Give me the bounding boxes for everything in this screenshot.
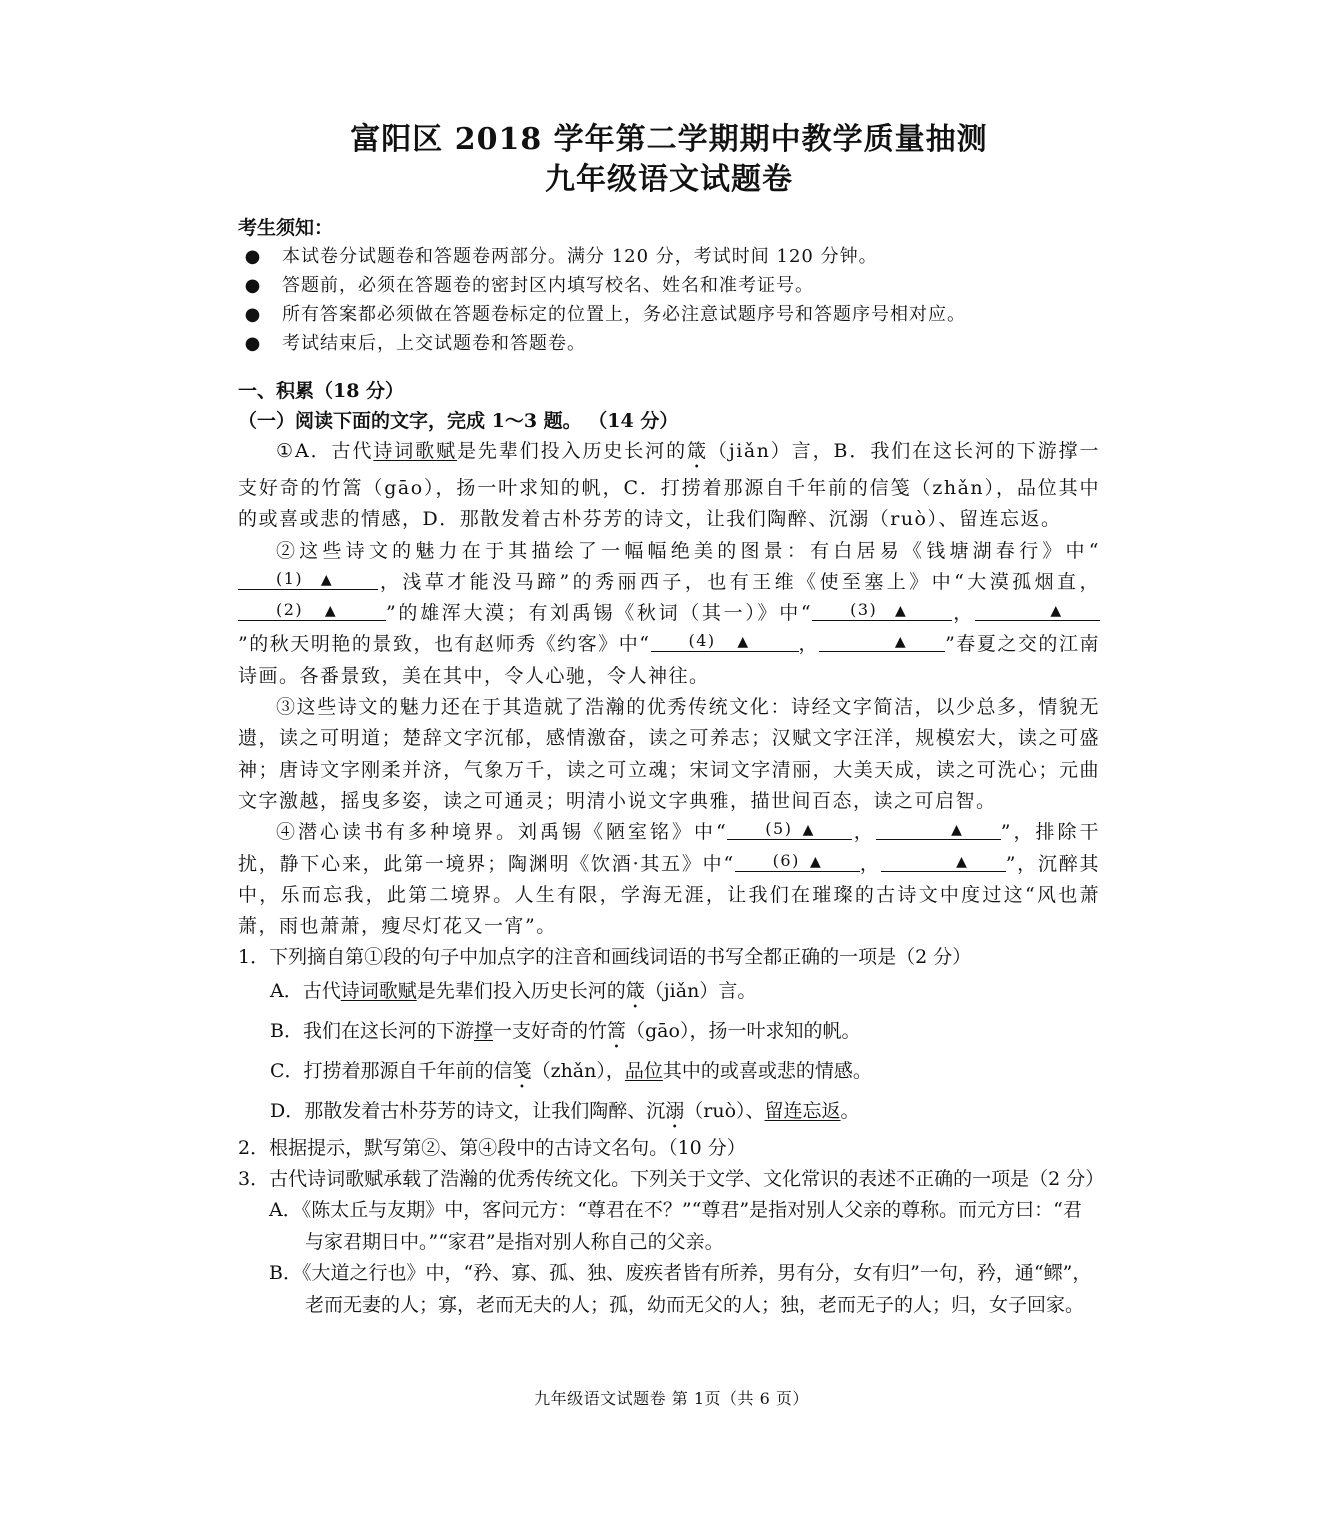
triangle-marker: ▲ <box>802 822 815 839</box>
text: ， <box>798 633 820 656</box>
underlined-term: 留连忘返 <box>764 1100 841 1123</box>
answer-blank[interactable] <box>812 600 952 621</box>
question-1-option-a[interactable] <box>238 973 1100 1013</box>
notice-heading: 考生须知： <box>238 217 334 239</box>
question-1-option-d[interactable] <box>238 1093 1100 1133</box>
text: 是先辈们投入历史长河的 <box>456 440 688 462</box>
answer-blank[interactable] <box>727 819 852 840</box>
blank-number: (1) <box>276 568 304 588</box>
text: ②这些诗文的魅力在于其描绘了一幅幅绝美的图景：有白居易《钱塘湖春行》中“ <box>276 539 1100 562</box>
question-1-stem: 1．下列摘自第①段的句子中加点字的注音和画线词语的书写全都正确的一项是（2 分） <box>238 946 972 969</box>
triangle-marker: ▲ <box>894 634 908 651</box>
text: ， <box>852 821 876 844</box>
question-2-stem: 2．根据提示，默写第②、第④段中的古诗文名句。（10 分） <box>238 1137 746 1160</box>
notice-list <box>238 242 1100 358</box>
text: ”的秋天明艳的景致，也有赵师秀《约客》中“ <box>238 633 651 656</box>
triangle-marker: ▲ <box>324 603 338 620</box>
text: C．打捞着那源自千年前的信 <box>270 1060 513 1083</box>
question-3-stem: 3．古代诗词歌赋承载了浩瀚的优秀传统文化。下列关于文学、文化常识的表述不正确的一项是（2 分） <box>238 1168 1105 1191</box>
underlined-term: 撑 <box>473 1020 493 1043</box>
text: （zhǎn）， <box>531 1060 625 1083</box>
text: （gāo），扬一叶求知的帆。 <box>626 1020 861 1043</box>
text: ”春夏之交的江南诗画。各番景致，美在其中，令人心驰，令人神往。 <box>238 633 1100 687</box>
subsection-heading: （一）阅读下面的文字，完成 1～3 题。 （14 分） <box>238 410 679 432</box>
text: 是先辈们投入历史长河的 <box>416 980 626 1003</box>
triangle-marker: ▲ <box>1050 603 1063 620</box>
text: 一支好奇的竹 <box>492 1020 607 1043</box>
answer-blank[interactable] <box>975 600 1100 621</box>
text: ”，排除干扰，静下心来，此第一境界；陶渊明《饮酒·其五》中“ <box>238 821 1101 875</box>
notice-item: ● 考试结束后，上交试题卷和答题卷。 <box>282 329 1100 358</box>
exam-page <box>238 120 1105 1321</box>
blank-number: (5) <box>765 819 793 839</box>
triangle-marker: ▲ <box>956 853 969 870</box>
text: 。 <box>840 1100 860 1123</box>
answer-blank[interactable] <box>735 851 860 872</box>
text: ， <box>859 852 881 875</box>
dotted-char: 溺 <box>665 1100 685 1123</box>
exam-subtitle: 九年级语文试题卷 <box>545 162 793 197</box>
triangle-marker: ▲ <box>737 634 750 651</box>
blank-number: (4) <box>688 631 716 651</box>
text: D．那散发着古朴芬芳的诗文，让我们陶醉、沉 <box>270 1100 666 1123</box>
exam-title: 富阳区 2018 学年第二学期期中教学质量抽测 <box>350 122 988 157</box>
text: ”的雄浑大漠；有刘禹锡《秋词（其一）》中“ <box>386 602 813 625</box>
text: （ruò）、 <box>684 1100 765 1123</box>
triangle-marker: ▲ <box>320 571 334 588</box>
text: ，浅草才能没马蹄”的秀丽西子，也有王维《使至塞上》中“大漠孤烟直， <box>378 570 1100 593</box>
triangle-marker: ▲ <box>951 822 964 839</box>
question-1-option-c[interactable] <box>238 1053 1100 1093</box>
notice-item: ● 答题前，必须在答题卷的密封区内填写校名、姓名和准考证号。 <box>282 271 1100 300</box>
answer-blank[interactable] <box>819 631 945 652</box>
blank-number: (2) <box>276 600 304 620</box>
answer-blank[interactable] <box>238 600 386 621</box>
dotted-char: 笺 <box>512 1060 532 1083</box>
text: ④潜心读书有多种境界。刘禹锡《陋室铭》中“ <box>276 821 728 844</box>
text: 其中的或喜或悲的情感。 <box>662 1060 872 1083</box>
text: A．古代 <box>270 980 341 1003</box>
underlined-term: 诗词歌赋 <box>340 980 417 1003</box>
text: B．我们在这长河的下游 <box>270 1020 474 1043</box>
paragraph-1 <box>238 436 1100 536</box>
page-footer: 九年级语文试题卷 第 1页（共 6 页） <box>534 1389 809 1408</box>
text: ， <box>952 602 975 625</box>
text: ”，沉醉其中，乐而忘我，此第二境界。人生有限，学海无涯，让我们在璀璨的古诗文中度过这“风也萧萧，雨也萧萧，瘦尽灯花又一宵”。 <box>238 852 1100 938</box>
answer-blank[interactable] <box>881 851 1006 872</box>
dotted-char: 箴 <box>625 980 645 1003</box>
answer-blank[interactable] <box>238 569 378 590</box>
blank-number: (6) <box>772 850 800 870</box>
dotted-char: 篙 <box>607 1020 627 1043</box>
underlined-term: 诗词歌赋 <box>373 440 457 462</box>
paragraph-4 <box>238 817 1100 942</box>
section-heading: 一、积累（18 分） <box>238 380 405 402</box>
paragraph-3: ③这些诗文的魅力还在于其造就了浩瀚的优秀传统文化：诗经文字简洁，以少总多，情貌无遗，读之可明道；楚辞文字沉郁，感情激奋，读之可养志；汉赋文字汪洋，规模宏大，读之可盛神；唐诗文字刚柔并济，气象万千，读之可立魂；宋词文字清丽，大美天成，读之可洗心；元曲文字激越，摇曳多姿，读之可通灵；明清小说文字典雅，描世间百态，读之可启智。 <box>238 696 1100 812</box>
notice-item: ● 本试卷分试题卷和答题卷两部分。满分 120 分，考试时间 120 分钟。 <box>282 242 1100 271</box>
text: （jiǎn）言，B．我们在这长河的下游撑一支好奇的竹篙（gāo），扬一叶求知的帆，C．打捞着那源自千年前的信笺（zhǎn），品位其中的或喜或悲的情感，D．那散发着古朴芬芳的诗文，让我们陶醉、沉溺（ruò）、留连忘返。 <box>238 440 1100 531</box>
blank-number: (3) <box>850 600 878 620</box>
dotted-char: 箴 <box>687 440 708 462</box>
underlined-term: 品位 <box>624 1060 663 1083</box>
answer-blank[interactable] <box>876 819 1001 840</box>
text: （jiǎn）言。 <box>644 980 757 1003</box>
question-3-option-a[interactable]: A．《陈太丘与友期》中，客问元方：“尊君在不？”“尊君”是指对别人父亲的尊称。而元方曰：“君与家君期日中。”“家君”是指对别人称自己的父亲。 <box>269 1199 1082 1253</box>
text: ①A．古代 <box>276 440 374 462</box>
answer-blank[interactable] <box>651 631 799 652</box>
triangle-marker: ▲ <box>810 853 823 870</box>
question-1-option-b[interactable] <box>238 1013 1100 1053</box>
paragraph-2 <box>238 536 1100 692</box>
question-3-option-b[interactable]: B．《大道之行也》中，“矜、寡、孤、独、废疾者皆有所养，男有分，女有归”一句，矜，通“鳏”，老而无妻的人；寡，老而无夫的人；孤，幼而无父的人；独，老而无子的人；归，女子回家。 <box>269 1262 1092 1316</box>
triangle-marker: ▲ <box>894 603 908 620</box>
notice-item: ● 所有答案都必须做在答题卷标定的位置上，务必注意试题序号和答题序号相对应。 <box>282 300 1100 329</box>
